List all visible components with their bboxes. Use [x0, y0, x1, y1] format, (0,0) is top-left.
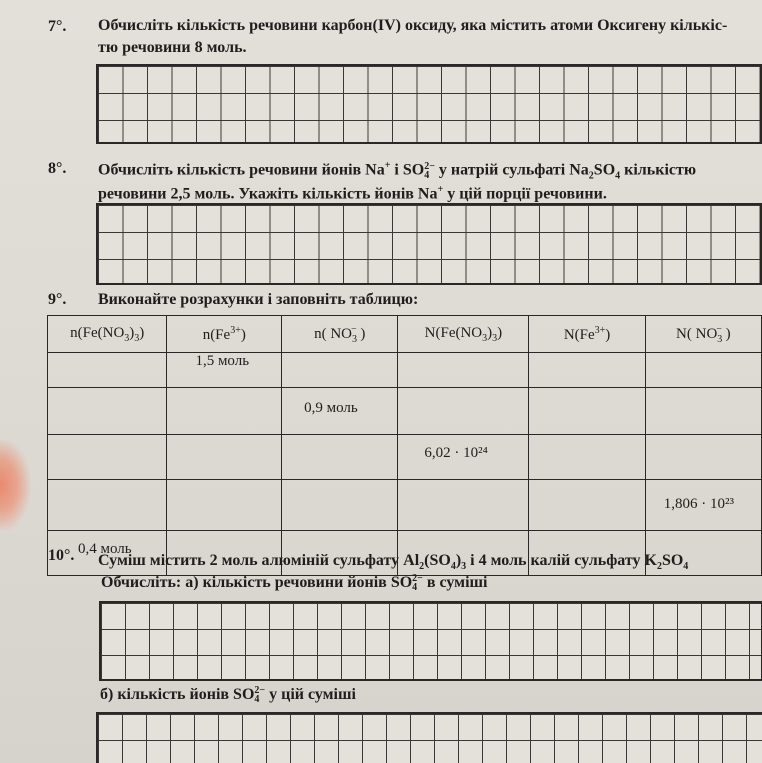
- header-n-fe3: $n(Fe^{3+})$: [167, 316, 282, 353]
- table-cell[interactable]: 6,02 · 10²⁴: [398, 435, 529, 480]
- table-cell[interactable]: [529, 435, 645, 480]
- table-cell[interactable]: [48, 480, 167, 531]
- task-10a-answer-grid[interactable]: [99, 601, 762, 681]
- task-10-b-sub: 4: [254, 694, 260, 706]
- task-7-text-line-2: тю речовини 8 моль.: [98, 39, 247, 56]
- task-10-text-1e: ): [455, 552, 462, 569]
- task-10-text-2d: в суміші: [422, 574, 488, 591]
- task-8-text-1h: SO: [593, 161, 616, 179]
- task-8-text-line-2: [98, 180, 607, 204]
- task-8-na-index: 2: [588, 170, 594, 182]
- table-row: [48, 388, 762, 435]
- task-9-instruction: Виконайте розрахунки і заповніть таблицю:: [98, 291, 419, 308]
- task-10-so4-charge: 2−: [412, 573, 423, 585]
- task-8-na-charge: +: [384, 160, 391, 171]
- task-7-text-line-1: Обчисліть кількість речовини карбон(IV) оксиду, яка містить атоми Оксигену кількіс-: [98, 17, 728, 34]
- task-8-text-1a: Обчисліть кількість речовини йонів Na: [98, 161, 385, 179]
- task-8-number: 8°.: [48, 160, 67, 177]
- task-10-text-1g: і 4 моль калій сульфату K: [466, 552, 657, 569]
- task-10-k-so4-index: 4: [683, 561, 689, 573]
- table-header-row: [48, 316, 762, 353]
- task-8-text-2c: у цій порції речовини.: [443, 185, 607, 203]
- task-10-text-2a: Обчисліть: а) кількість речовини йонів SO: [101, 574, 413, 591]
- table-cell[interactable]: [48, 353, 167, 388]
- table-cell[interactable]: [529, 388, 645, 435]
- table-cell[interactable]: 1,806 · 10²³: [645, 480, 761, 531]
- table-cell[interactable]: [167, 480, 282, 531]
- table-row: [48, 353, 762, 388]
- task-10-text-1a: Суміш містить 2 моль алюміній сульфату Al: [98, 552, 420, 569]
- task-10-text-b-d: у цій суміші: [265, 686, 356, 703]
- table-cell[interactable]: [529, 480, 645, 531]
- header-n-fe-no3-3: $n(Fe(NO_3)_3)$: [48, 316, 167, 353]
- table-cell[interactable]: [282, 353, 398, 388]
- task-8-text-1f: у натрій сульфаті Na: [434, 161, 589, 179]
- table-cell[interactable]: 1,5 моль: [167, 353, 282, 388]
- table-cell[interactable]: [645, 388, 761, 435]
- task-10-part-b: [100, 685, 356, 705]
- header-N-fe3: $N(Fe^{3+})$: [529, 316, 645, 353]
- table-cell[interactable]: [282, 480, 398, 531]
- table-row: [48, 480, 762, 531]
- task-8-text-1c: і SO: [390, 161, 425, 179]
- table-cell[interactable]: [48, 388, 167, 435]
- task-7-answer-grid[interactable]: [96, 64, 762, 144]
- task-10-text-1c: (SO: [424, 552, 451, 569]
- header-N-no3: N( $NO_3^-$ ): [645, 316, 761, 353]
- table-cell[interactable]: [167, 388, 282, 435]
- task-8-so4-charge: 2−: [424, 160, 435, 172]
- table-cell[interactable]: [398, 480, 529, 531]
- table-cell[interactable]: [645, 353, 761, 388]
- task-10-text-1i: SO: [661, 552, 684, 569]
- table-cell[interactable]: 0,4 моль: [48, 531, 167, 576]
- table-cell[interactable]: [398, 353, 529, 388]
- task-8-so4-index: 4: [424, 169, 430, 181]
- task-9-table: [47, 315, 762, 576]
- table-cell[interactable]: [48, 435, 167, 480]
- task-10-so4-sub: 4: [412, 582, 418, 594]
- task-10-b-charge: 2−: [254, 685, 266, 697]
- task-10-group-index: 3: [461, 561, 467, 573]
- task-10-so4-index: 4: [450, 561, 456, 573]
- task-10b-answer-grid[interactable]: [96, 712, 762, 763]
- task-8-answer-grid[interactable]: [96, 203, 762, 285]
- task-10-text-line-2: [101, 573, 487, 593]
- task-10-number: 10°.: [48, 547, 75, 564]
- table-cell[interactable]: 0,9 моль: [282, 388, 398, 435]
- task-7-number: 7°.: [48, 18, 67, 35]
- header-N-fe-no3-3: $N(Fe(NO_3)_3)$: [398, 316, 529, 353]
- table-cell[interactable]: [282, 435, 398, 480]
- table-cell[interactable]: [398, 388, 529, 435]
- table-cell[interactable]: [645, 435, 761, 480]
- table-cell[interactable]: [529, 353, 645, 388]
- task-8-text-2a: речовини 2,5 моль. Укажіть кількість йонів Na: [98, 185, 438, 203]
- table-cell[interactable]: [167, 435, 282, 480]
- task-8-na-charge-2: +: [437, 184, 444, 195]
- header-n-no3: n( $NO_3^-$ ): [282, 316, 398, 353]
- task-10-text-b-a: б) кількість йонів SO: [100, 686, 255, 703]
- task-8-so-index: 4: [615, 170, 621, 182]
- table-row: [48, 435, 762, 480]
- task-9-number: 9°.: [48, 291, 67, 308]
- task-10-al-index: 2: [419, 561, 425, 573]
- finger-shadow: [0, 440, 30, 530]
- task-8-text-1j: кількістю: [620, 161, 697, 179]
- task-10-k-index: 2: [656, 561, 662, 573]
